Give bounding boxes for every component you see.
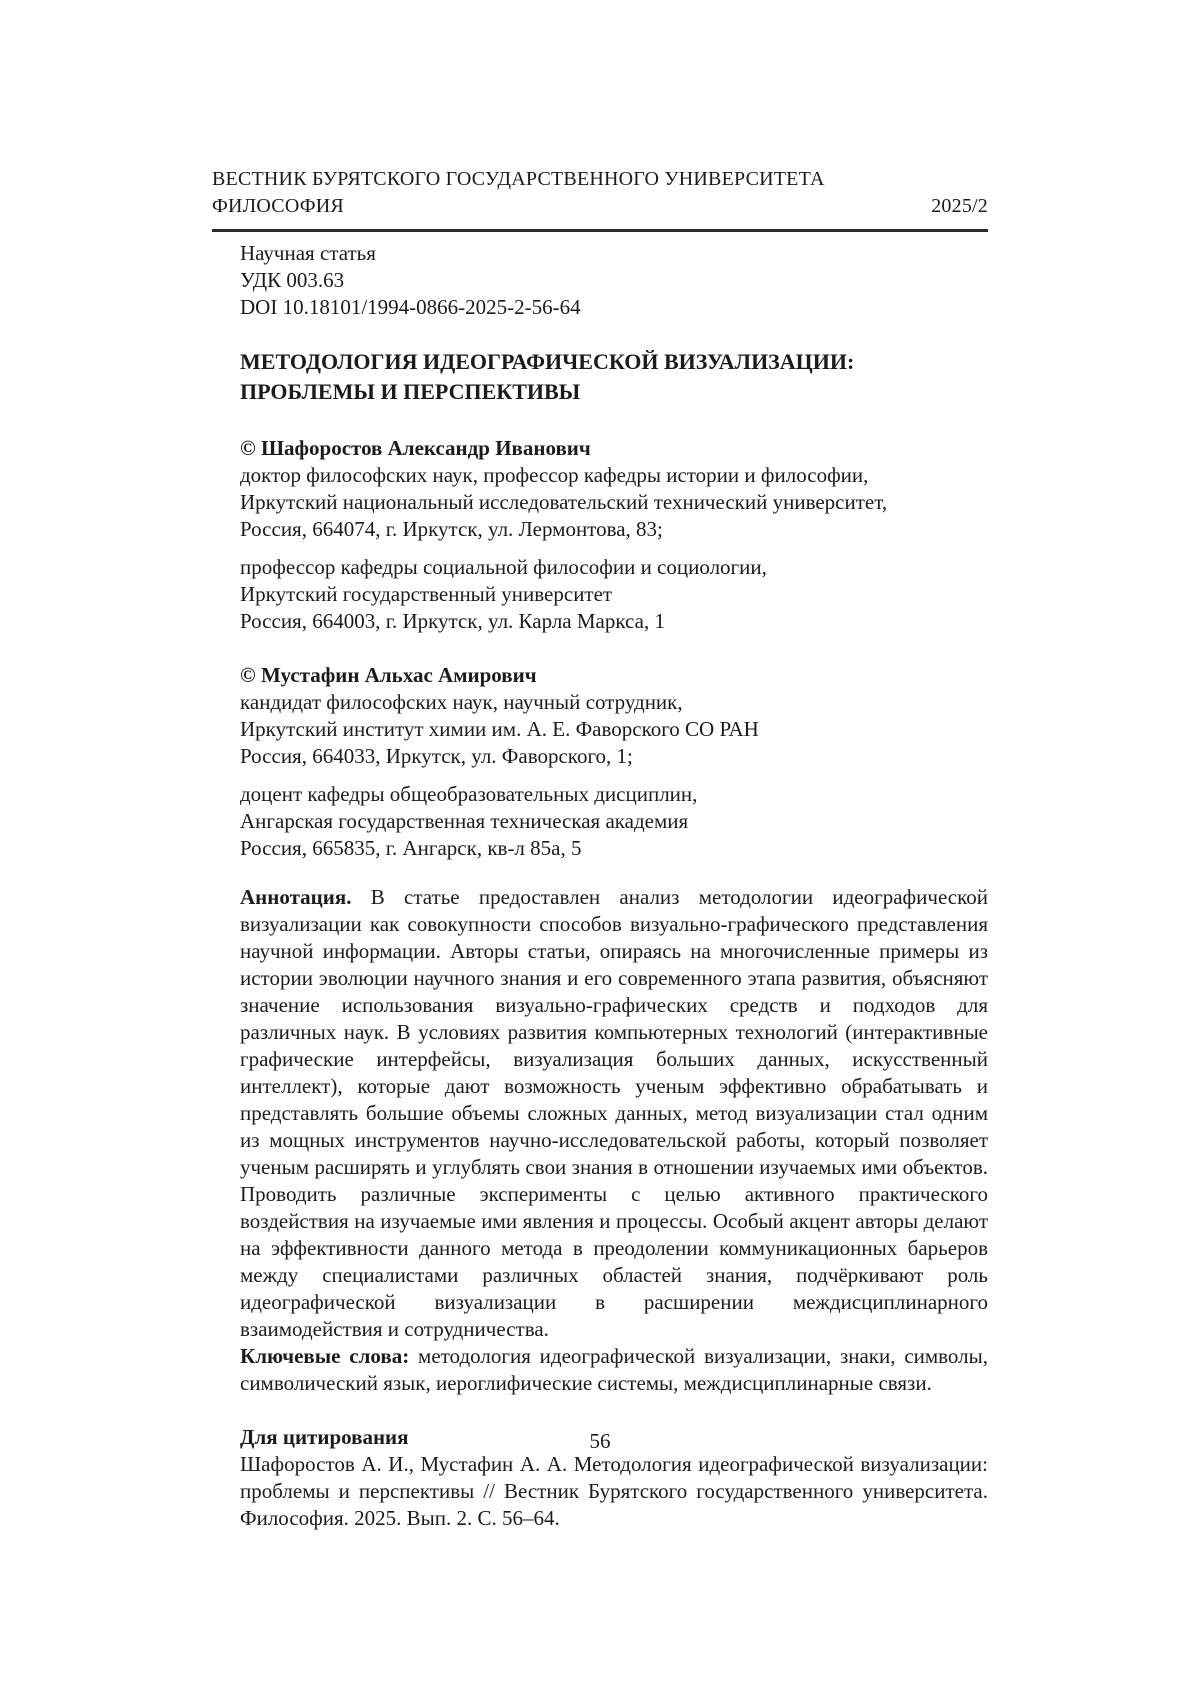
doi-number: DOI 10.18101/1994-0866-2025-2-56-64	[240, 295, 581, 319]
author-affiliation	[240, 462, 988, 543]
author-affiliation	[240, 689, 988, 770]
affiliation-line: Иркутский национальный исследовательский технический университет,	[240, 490, 888, 514]
article-title-line2: ПРОБЛЕМЫ И ПЕРСПЕКТИВЫ	[240, 379, 581, 404]
article-body	[240, 240, 988, 1532]
affiliation-line: доктор философских наук, профессор кафедры истории и философии,	[240, 463, 869, 487]
affiliation-line: Иркутский институт химии им. А. Е. Фаворского СО РАН	[240, 717, 759, 741]
journal-subtitle-row	[212, 193, 988, 220]
author-affiliation	[240, 554, 988, 635]
abstract-text: В статье предоставлен анализ методологии идеографической визуализации как совокупности способов визуально-графического представления научной информации. Авторы статьи, опираясь на многочисленные примеры из истории эволюции научного знания и его современного этапа развития, объясняют значение использования визуально-графических средств и подходов для различных наук. В условиях развития компьютерных технологий (интерактивные графические интерфейсы, визуализация больших данных, искусственный интеллект), которые дают возможность ученым эффективно обрабатывать и представлять большие объемы сложных данных, метод визуализации стал одним из мощных инструментов научно-исследовательской работы, который позволяет ученым расширять и углублять свои знания в отношении изучаемых ими объектов. Проводить различные эксперименты с целью активного практического воздействия на изучаемые ими явления и процессы. Особый акцент авторы делают на эффективности данного метода в преодолении коммуникационных барьеров между специалистами различных областей знания, подчёркивают роль идеографической визуализации в расширении междисциплинарного взаимодействия и сотрудничества.	[240, 885, 988, 1341]
affiliation-line: Россия, 664033, Иркутск, ул. Фаворского, 1;	[240, 744, 633, 768]
author-block	[240, 435, 988, 635]
abstract-label: Аннотация.	[240, 885, 352, 909]
affiliation-line: Ангарская государственная техническая академия	[240, 809, 689, 833]
author-name: © Шафоростов Александр Иванович	[240, 436, 591, 460]
affiliation-line: Иркутский государственный университет	[240, 582, 613, 606]
author-affiliation	[240, 781, 988, 862]
journal-title: ВЕСТНИК БУРЯТСКОГО ГОСУДАРСТВЕННОГО УНИВЕРСИТЕТА	[212, 168, 825, 190]
page-header	[212, 166, 988, 232]
author-name: © Мустафин Альхас Амирович	[240, 663, 537, 687]
affiliation-line: доцент кафедры общеобразовательных дисциплин,	[240, 782, 698, 806]
author-block	[240, 662, 988, 862]
journal-section: ФИЛОСОФИЯ	[212, 195, 344, 217]
article-type: Научная статья	[240, 241, 376, 265]
udc-number: УДК 003.63	[240, 268, 345, 292]
affiliation-line: Россия, 664003, г. Иркутск, ул. Карла Маркса, 1	[240, 609, 665, 633]
citation-text: Шафоростов А. И., Мустафин А. А. Методология идеографической визуализации: проблемы и перспективы // Вестник Бурятского государственного университета. Философия. 2025. Вып. 2. С. 56–64.	[240, 1452, 988, 1530]
keywords-text: методология идеографической визуализации, знаки, символы, символический язык, иероглифические системы, междисциплинарные связи.	[240, 1344, 988, 1395]
article-title-line1: МЕТОДОЛОГИЯ ИДЕОГРАФИЧЕСКОЙ ВИЗУАЛИЗАЦИИ:	[240, 349, 855, 374]
abstract-section	[240, 884, 988, 1397]
affiliation-line: Россия, 665835, г. Ангарск, кв-л 85а, 5	[240, 836, 582, 860]
issue-number: 2025/2	[931, 195, 988, 217]
affiliation-line: профессор кафедры социальной философии и социологии,	[240, 555, 767, 579]
affiliation-line: кандидат философских наук, научный сотрудник,	[240, 690, 683, 714]
page-number: 56	[589, 1429, 611, 1453]
abstract-paragraph	[240, 884, 988, 1343]
keywords-label: Ключевые слова:	[240, 1344, 410, 1368]
article-title	[240, 347, 988, 407]
keywords-paragraph	[240, 1343, 988, 1397]
affiliation-line: Россия, 664074, г. Иркутск, ул. Лермонтова, 83;	[240, 517, 663, 541]
citation-heading: Для цитирования	[240, 1425, 409, 1449]
header-divider	[212, 229, 988, 232]
